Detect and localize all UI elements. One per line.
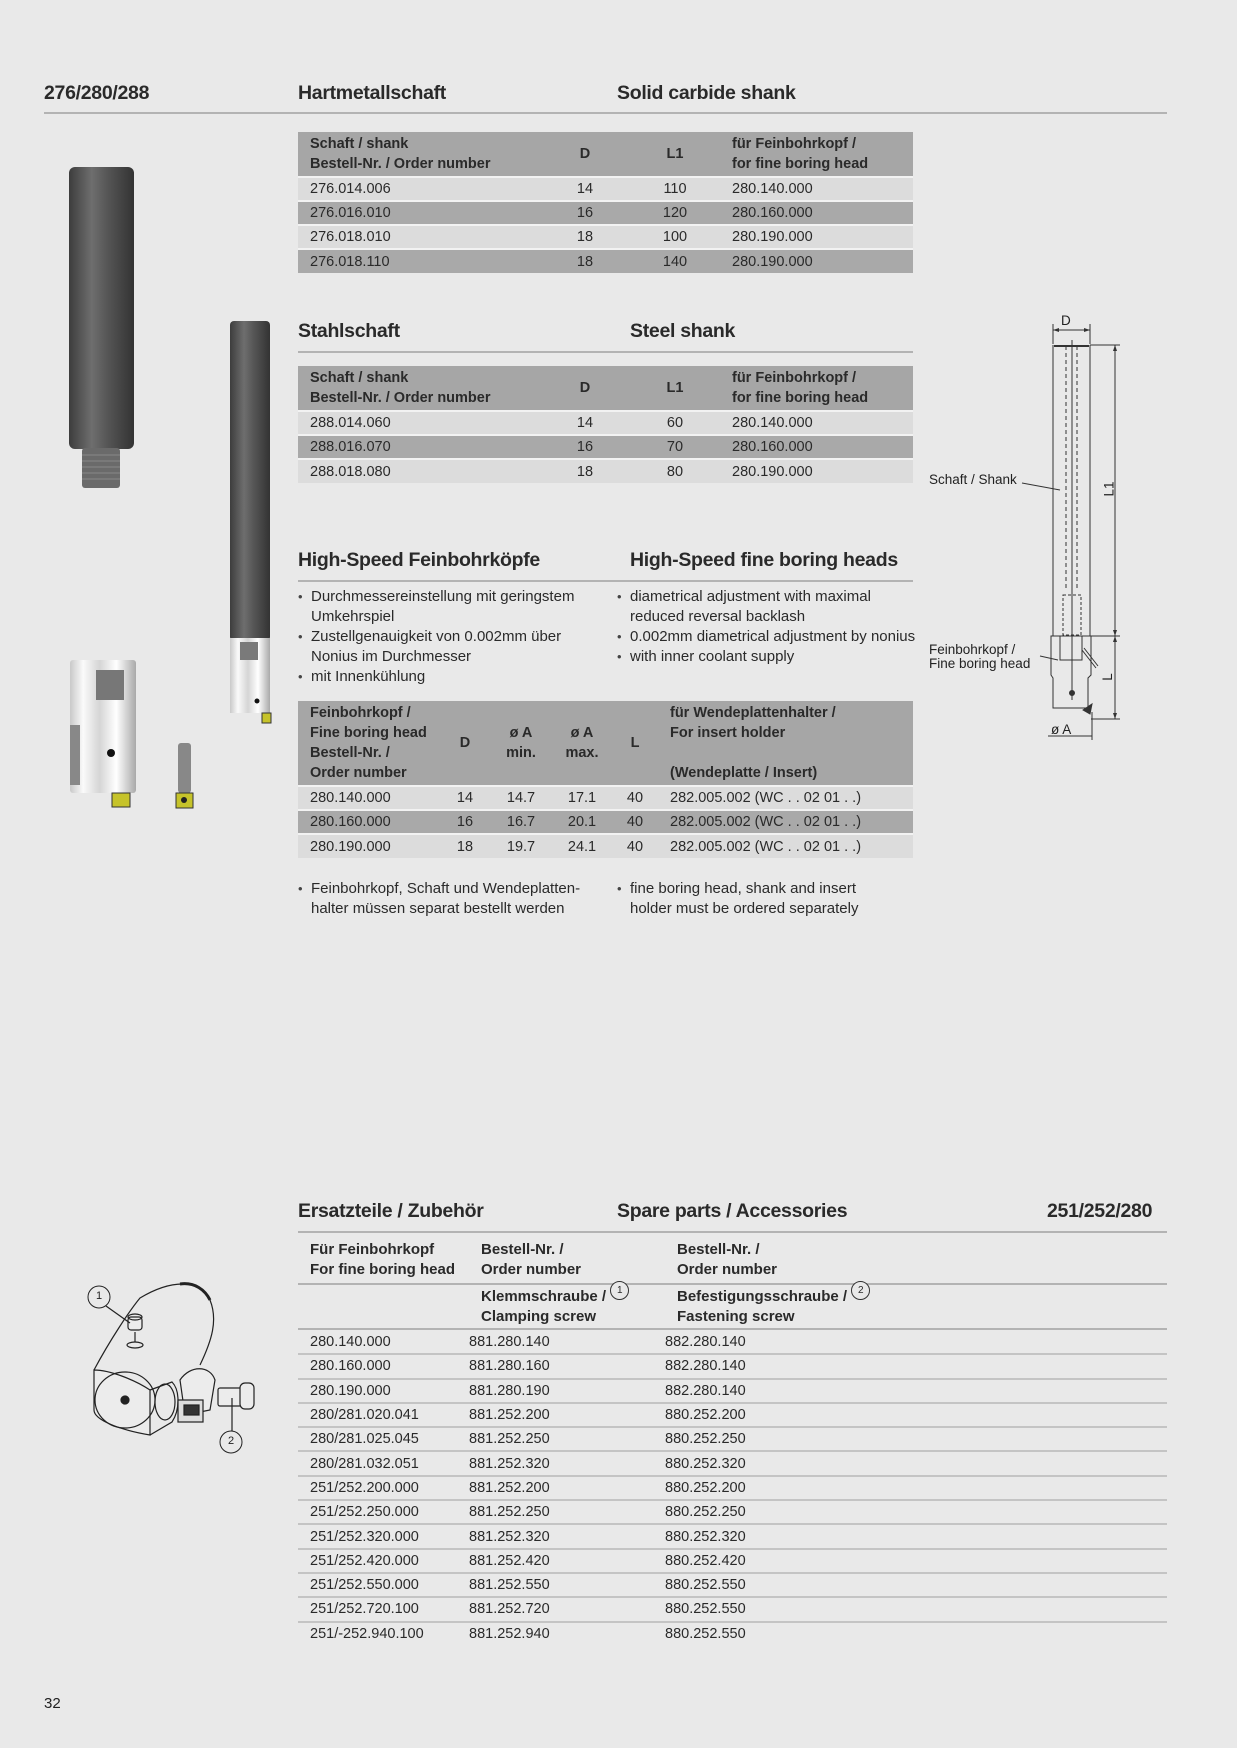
cell-head: 280/281.020.041	[298, 1403, 469, 1427]
cell-clamping: 881.252.320	[469, 1524, 665, 1548]
header-l1: L1	[630, 366, 720, 411]
cell-fastening: 880.252.550	[665, 1626, 746, 1643]
fine-boring-head-label: Feinbohrkopf / Fine boring head	[929, 642, 1031, 671]
steel-shank-table	[298, 366, 913, 483]
spare-rule	[298, 1231, 1167, 1233]
header-l: L	[612, 701, 658, 786]
table-row	[298, 1330, 1167, 1354]
table-row	[298, 1403, 1167, 1427]
header-order-number: Feinbohrkopf / Fine boring head Bestell-Nr. / Order number	[298, 701, 440, 786]
feature-item: • 0.002mm diametrical adjustment by nonius	[617, 627, 917, 647]
features-list-en	[617, 587, 917, 667]
cell-fastening: 880.252.420	[665, 1549, 1167, 1573]
fine-boring-heads-table	[298, 701, 913, 858]
cell-clamping: 881.252.720	[469, 1597, 665, 1621]
table-row	[298, 1500, 1167, 1524]
heads-title-de: High-Speed Feinbohrköpfe	[298, 549, 540, 571]
cell-clamping: 881.252.550	[469, 1573, 665, 1597]
cell-fastening: 882.280.140	[665, 1330, 1167, 1354]
spare-parts-table	[298, 1330, 1167, 1646]
header-rule	[44, 112, 1167, 114]
cell-clamping: 881.252.250	[469, 1427, 665, 1451]
header-l1: L1	[630, 132, 720, 177]
cell-clamping: 881.280.140	[469, 1330, 665, 1354]
dim-a-label: ø A	[1051, 722, 1072, 737]
cell-head: 251/252.720.100	[298, 1597, 469, 1621]
note-de	[298, 879, 608, 919]
cell-fastening: 882.280.140	[665, 1354, 1167, 1378]
table-header-row	[298, 366, 913, 411]
header-a-max: ø A max.	[552, 701, 612, 786]
shank-label: Schaft / Shank	[929, 472, 1017, 487]
feature-item: • mit Innenkühlung	[298, 667, 608, 687]
table-row	[298, 1622, 1167, 1646]
table-row: 276.016.010 16 120 280.160.000	[298, 201, 913, 225]
header-d: D	[440, 701, 490, 786]
steel-title-de: Stahlschaft	[298, 320, 400, 342]
insert-holder-image	[176, 743, 193, 808]
cell-head: 251/252.200.000	[298, 1476, 469, 1500]
product-images	[60, 150, 280, 810]
cell-head: 280/281.025.045	[298, 1427, 469, 1451]
feature-item: • Durchmessereinstellung mit geringstem Umkehrspiel	[298, 587, 608, 627]
section-title-de: Hartmetallschaft	[298, 82, 447, 104]
table-row: 276.014.006 14 110 280.140.000	[298, 177, 913, 201]
table-row: 280.160.000 16 16.7 20.1 40 282.005.002 (WC . . 02 01 . .)	[298, 810, 913, 834]
cell-clamping: 881.252.250	[469, 1500, 665, 1524]
cell-clamping: 881.252.940	[469, 1626, 550, 1643]
spare-header-order-2: Bestell-Nr. / Order number	[677, 1241, 778, 1278]
cell-clamping: 881.252.420	[469, 1549, 665, 1573]
header-d: D	[540, 132, 630, 177]
steel-title-en: Steel shank	[630, 320, 736, 342]
table-row	[298, 1451, 1167, 1475]
spare-parts-illustration	[80, 1270, 280, 1460]
callout-2-badge: 2	[851, 1281, 870, 1300]
cell-fastening: 880.252.200	[665, 1403, 1167, 1427]
cell-head: 251/252.250.000	[298, 1500, 469, 1524]
section-title-en: Solid carbide shank	[617, 82, 796, 104]
callout-1-label: 1	[95, 1290, 103, 1302]
series-number: 276/280/288	[44, 82, 150, 104]
header-fine-boring-head: für Feinbohrkopf / for fine boring head	[720, 132, 913, 177]
cell-fastening: 880.252.320	[665, 1524, 1167, 1548]
cell-head: 251/252.320.000	[298, 1524, 469, 1548]
cell-fastening: 880.252.250	[665, 1500, 1167, 1524]
cell-clamping: 881.280.160	[469, 1354, 665, 1378]
page-number: 32	[44, 1695, 61, 1712]
table-header-row	[298, 132, 913, 177]
header-d: D	[540, 366, 630, 411]
table-row	[298, 1476, 1167, 1500]
table-header-row	[298, 701, 913, 786]
cell-fastening: 880.252.250	[665, 1427, 1167, 1451]
table-row: 288.016.070 16 70 280.160.000	[298, 435, 913, 459]
cell-head: 251/252.550.000	[298, 1573, 469, 1597]
cell-head: 280.140.000	[298, 1330, 469, 1354]
header-fine-boring-head: für Feinbohrkopf / for fine boring head	[720, 366, 913, 411]
cell-fastening: 880.252.200	[665, 1476, 1167, 1500]
feature-item: • with inner coolant supply	[617, 647, 917, 667]
dim-l-label: L	[1099, 673, 1115, 681]
header-order-number: Schaft / shank Bestell-Nr. / Order number	[298, 366, 540, 411]
cell-head: 280.160.000	[298, 1354, 469, 1378]
table-row: 280.140.000 14 14.7 17.1 40 282.005.002 (WC . . 02 01 . .)	[298, 786, 913, 810]
table-row: 280.190.000 18 19.7 24.1 40 282.005.002 (WC . . 02 01 . .)	[298, 834, 913, 858]
steel-rule	[298, 351, 913, 353]
table-row	[298, 1524, 1167, 1548]
cell-head: 251/252.420.000	[298, 1549, 469, 1573]
cell-fastening: 880.252.550	[665, 1573, 1167, 1597]
header-insert-holder: für Wendeplattenhalter / For insert holder (Wendeplatte / Insert)	[658, 701, 913, 786]
features-list-de	[298, 587, 608, 687]
feature-item: • Zustellgenauigkeit von 0.002mm über Nonius im Durchmesser	[298, 627, 608, 667]
callout-1-badge: 1	[610, 1281, 629, 1300]
technical-drawing	[920, 300, 1150, 750]
spare-title-de: Ersatzteile / Zubehör	[298, 1200, 484, 1222]
table-row	[298, 1379, 1167, 1403]
cell-clamping: 881.280.190	[469, 1379, 665, 1403]
callout-2-label: 2	[227, 1435, 235, 1447]
cell-fastening: 882.280.140	[665, 1379, 1167, 1403]
table-row: 288.018.080 18 80 280.190.000	[298, 459, 913, 483]
spare-series: 251/252/280	[1047, 1200, 1153, 1222]
cell-fastening: 880.252.320	[665, 1451, 1167, 1475]
table-row: 276.018.110 18 140 280.190.000	[298, 249, 913, 273]
table-row: 276.018.010 18 100 280.190.000	[298, 225, 913, 249]
dim-d-label: D	[1061, 313, 1071, 328]
cell-clamping: 881.252.320	[469, 1451, 665, 1475]
header-order-number: Schaft / shank Bestell-Nr. / Order number	[298, 132, 540, 177]
table-row	[298, 1573, 1167, 1597]
cell-fastening: 880.252.550	[665, 1597, 1167, 1621]
spare-subheader-rule	[298, 1283, 1167, 1285]
spare-header-fastening-screw: Befestigungsschraube / 2 Fastening screw	[677, 1287, 870, 1327]
spare-header-head: Für Feinbohrkopf For fine boring head	[310, 1241, 455, 1278]
header-a-min: ø A min.	[490, 701, 552, 786]
spare-header-clamping-screw: Klemmschraube / 1 Clamping screw	[481, 1287, 629, 1327]
cell-clamping: 881.252.200	[469, 1476, 665, 1500]
note-item: • Feinbohrkopf, Schaft und Wendeplatten- halter müssen separat bestellt werden	[298, 879, 608, 919]
table-row	[298, 1427, 1167, 1451]
table-row	[298, 1354, 1167, 1378]
carbide-shank-image	[69, 167, 134, 488]
cell-clamping: 881.252.200	[469, 1403, 665, 1427]
steel-shank-with-head-image	[230, 321, 271, 723]
heads-rule	[298, 580, 913, 582]
cell-head: 280.190.000	[298, 1379, 469, 1403]
fine-boring-head-image	[70, 660, 136, 807]
spare-header-order-1: Bestell-Nr. / Order number	[481, 1241, 582, 1278]
note-item: • fine boring head, shank and insert holder must be ordered separately	[617, 879, 877, 919]
carbide-shank-table	[298, 132, 913, 273]
table-row: 288.014.060 14 60 280.140.000	[298, 411, 913, 435]
table-row	[298, 1549, 1167, 1573]
cell-head: 251/-252.940.100	[310, 1626, 424, 1643]
dim-l1-label: L1	[1101, 481, 1117, 497]
feature-item: • diametrical adjustment with maximal reduced reversal backlash	[617, 587, 917, 627]
cell-head: 280/281.032.051	[298, 1451, 469, 1475]
spare-title-en: Spare parts / Accessories	[617, 1200, 848, 1222]
heads-title-en: High-Speed fine boring heads	[630, 549, 898, 571]
note-en	[617, 879, 877, 919]
table-row	[298, 1597, 1167, 1621]
